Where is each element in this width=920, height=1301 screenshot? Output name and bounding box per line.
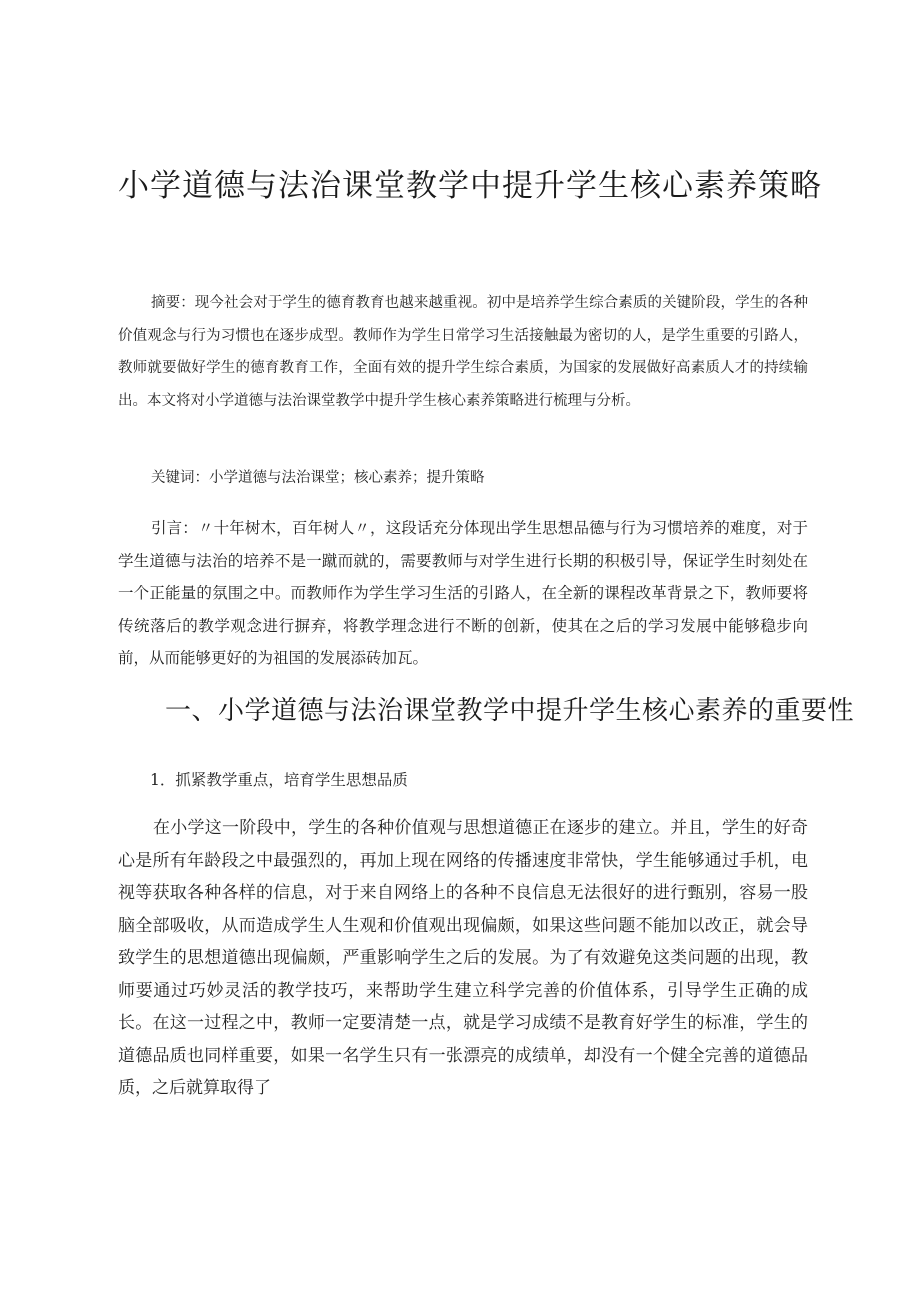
keywords-paragraph: 关键词：小学道德与法治课堂；核心素养；提升策略 xyxy=(151,470,485,486)
document-title: 小学道德与法治课堂教学中提升学生核心素养策略 xyxy=(118,168,822,204)
abstract-paragraph: 摘要：现今社会对于学生的德育教育也越来越重视。初中是培养学生综合素质的关键阶段，学生的各种价值观念与行为习惯也在逐步成型。教师作为学生日常学习生活接触最为密切的人，是学生重要的引路人，教师就要做好学生的德育教育工作，全面有效的提升学生综合素质，为国家的发展做好高素质人才的持续输出。本文将对小学道德与法治课堂教学中提升学生核心素养策略进行梳理与分析。 xyxy=(118,295,808,409)
section-heading: 一、小学道德与法治课堂教学中提升学生核心素养的重要性 xyxy=(165,696,855,726)
subsection-heading: 1．抓紧教学重点，培育学生思想品质 xyxy=(150,771,408,789)
body-paragraph: 在小学这一阶段中，学生的各种价值观与思想道德正在逐步的建立。并且，学生的好奇心是所有年龄段之中最强烈的，再加上现在网络的传播速度非常快，学生能够通过手机，电视等获取各种各样的信息，对于来自网络上的各种不良信息无法很好的进行甄别，容易一股脑全部吸收，从而造成学生人生观和价值观出现偏颇，如果这些问题不能加以改正，就会导致学生的思想道德出现偏颇，严重影响学生之后的发展。为了有效避免这类问题的出现，教师要通过巧妙灵活的教学技巧，来帮助学生建立科学完善的价值体系，引导学生正确的成长。在这一过程之中，教师一定要清楚一点，就是学习成绩不是教育好学生的标准，学生的道德品质也同样重要，如果一名学生只有一张漂亮的成绩单，却没有一个健全完善的道德品质，之后就算取得了 xyxy=(118,818,808,1098)
intro-paragraph: 引言：〃十年树木，百年树人〃，这段话充分体现出学生思想品德与行为习惯培养的难度，对于学生道德与法治的培养不是一蹴而就的，需要教师与对学生进行长期的积极引导，保证学生时刻处在一个正能量的氛围之中。而教师作为学生学习生活的引路人，在全新的课程改革背景之下，教师要将传统落后的教学观念进行摒弃，将教学理念进行不断的创新，使其在之后的学习发展中能够稳步向前，从而能够更好的为祖国的发展添砖加瓦。 xyxy=(118,519,808,667)
